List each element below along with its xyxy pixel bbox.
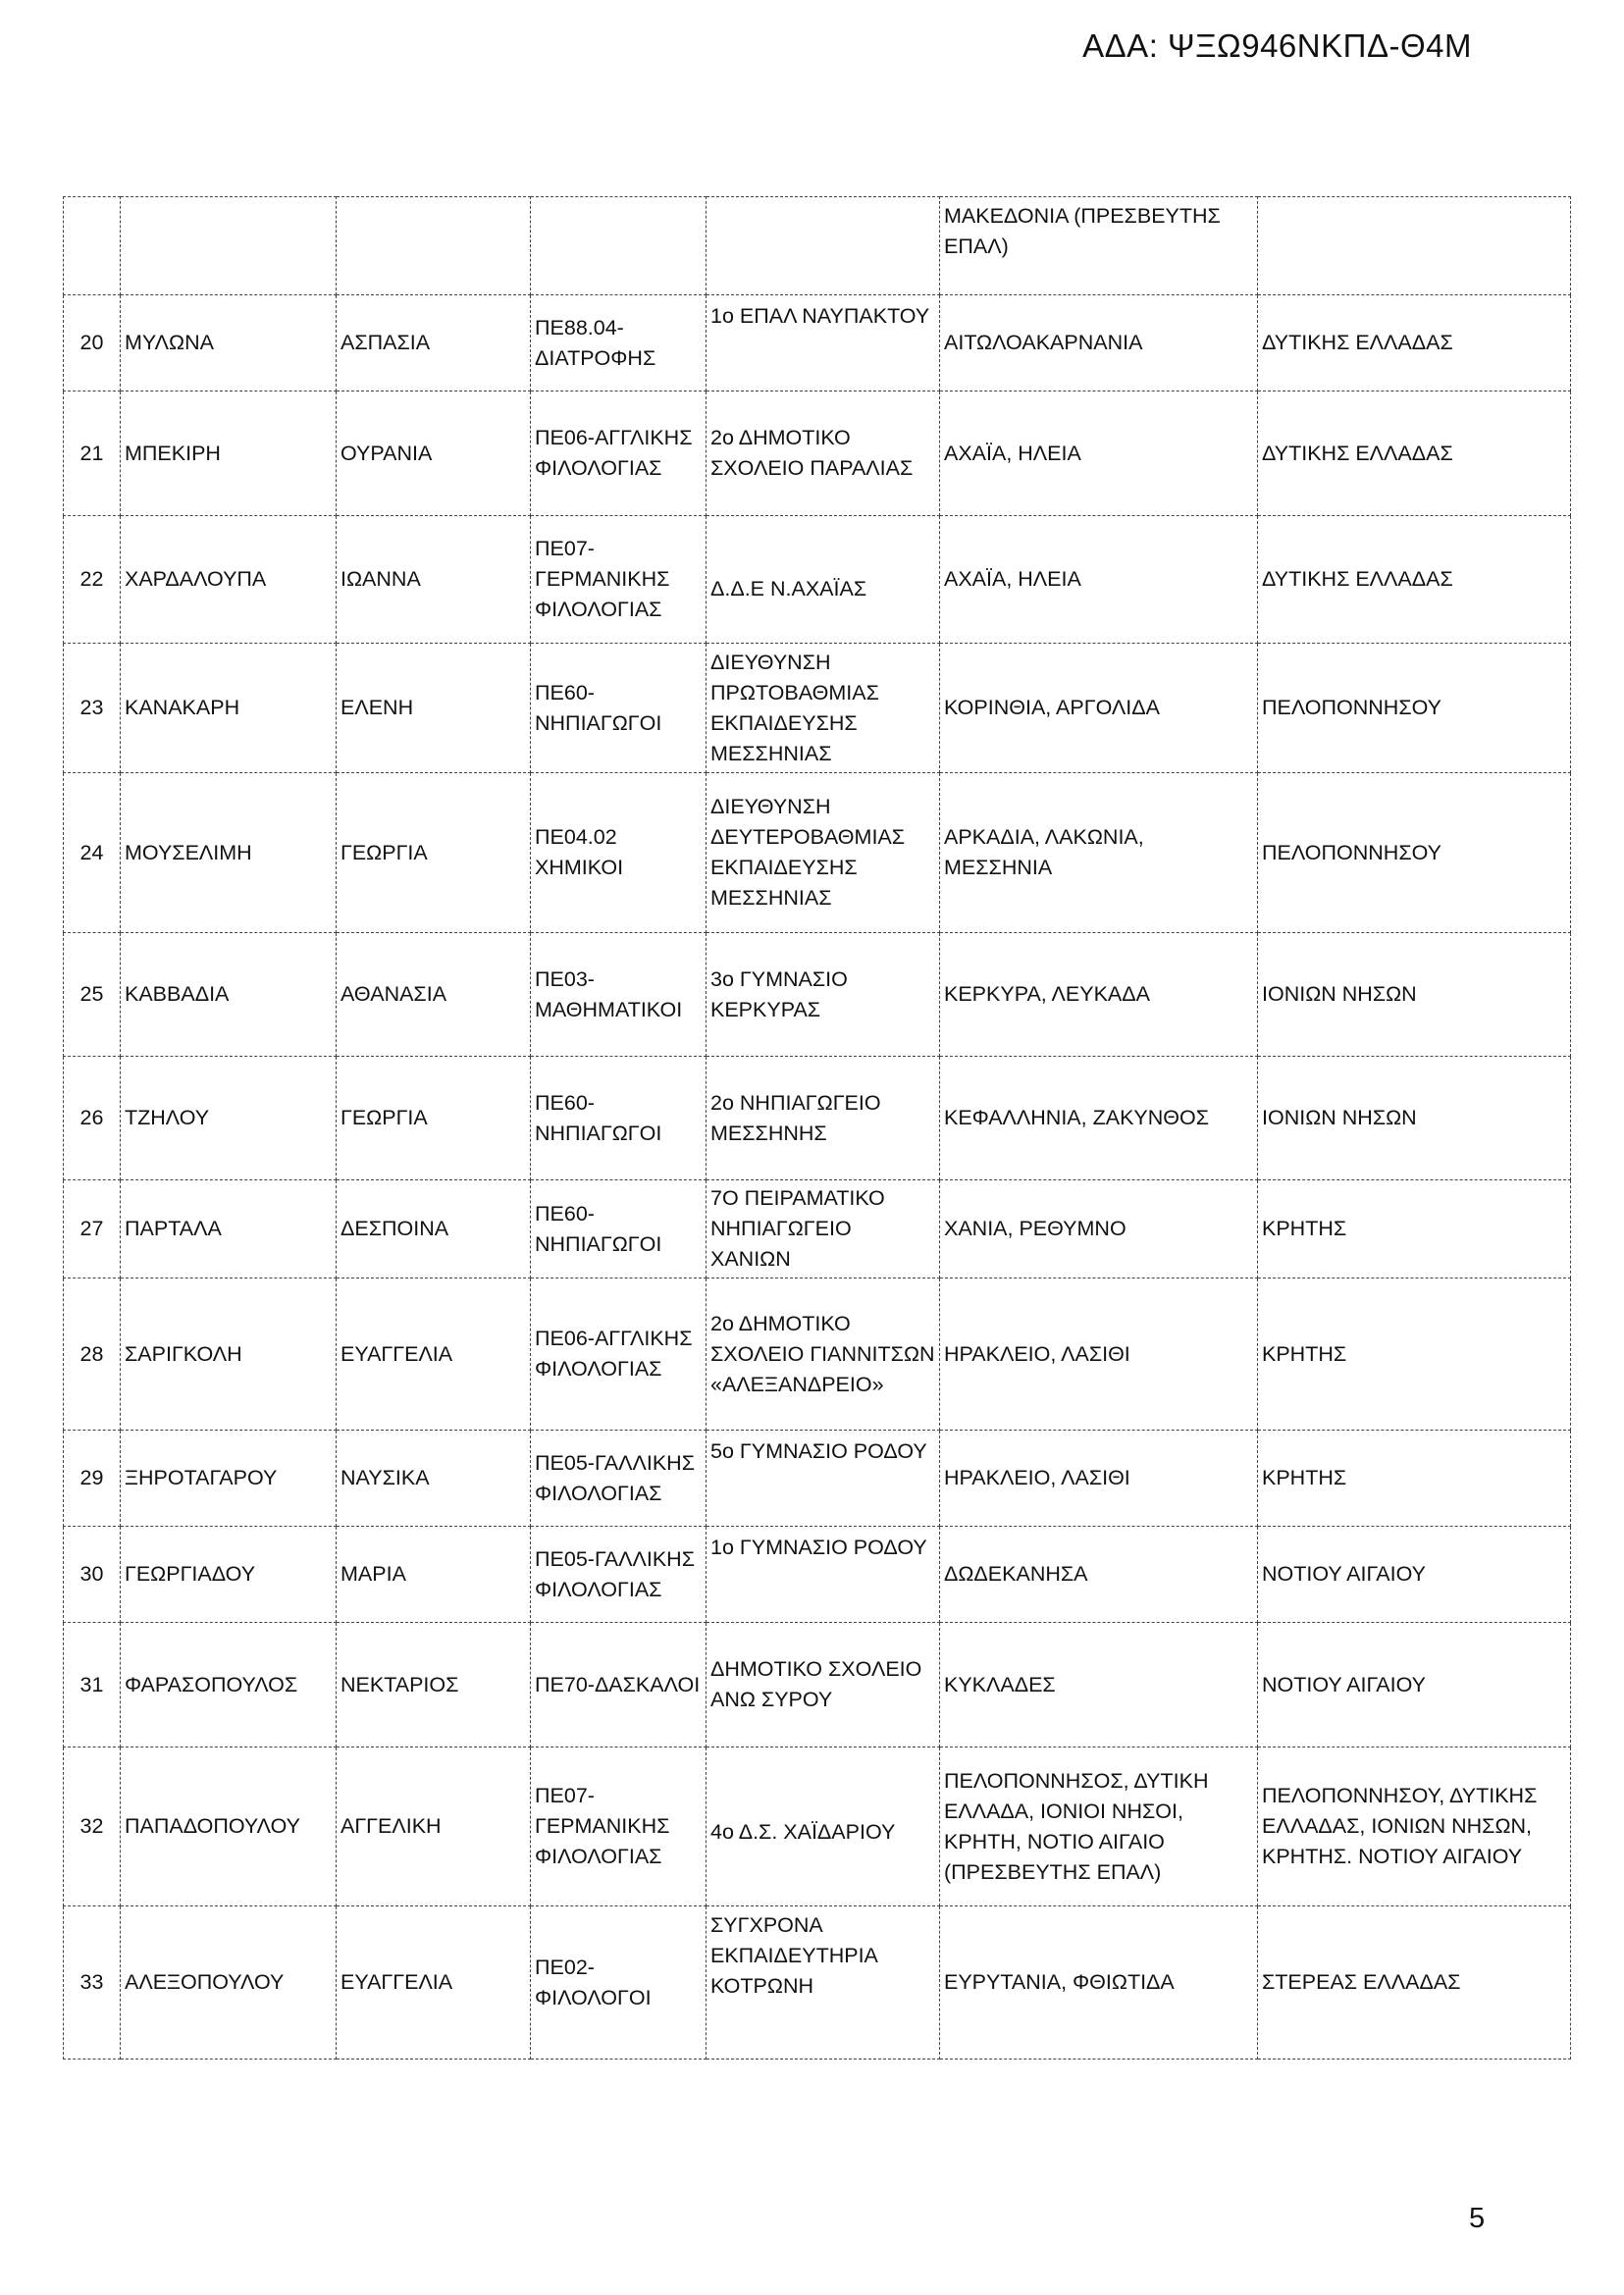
cell-name: ΕΥΑΓΓΕΛΙΑ	[337, 1278, 531, 1431]
cell-periphery: ΙΟΝΙΩΝ ΝΗΣΩΝ	[1258, 1057, 1571, 1180]
cell-region: ΑΧΑΪΑ, ΗΛΕΙΑ	[940, 391, 1258, 516]
cell-school: ΔΙΕΥΘΥΝΣΗ ΔΕΥΤΕΡΟΒΑΘΜΙΑΣ ΕΚΠΑΙΔΕΥΣΗΣ ΜΕΣΣΗΝΙΑΣ	[707, 773, 940, 933]
table-row	[64, 1623, 1571, 1747]
cell-region: ΚΟΡΙΝΘΙΑ, ΑΡΓΟΛΙΔΑ	[940, 644, 1258, 773]
cell-specialty: ΠΕ04.02 ΧΗΜΙΚΟΙ	[531, 773, 707, 933]
cell-num: 27	[64, 1180, 121, 1278]
cell-region: ΑΡΚΑΔΙΑ, ΛΑΚΩΝΙΑ, ΜΕΣΣΗΝΙΑ	[940, 773, 1258, 933]
cell-name: ΑΓΓΕΛΙΚΗ	[337, 1747, 531, 1906]
cell-school: 2ο ΔΗΜΟΤΙΚΟ ΣΧΟΛΕΙΟ ΠΑΡΑΛΙΑΣ	[707, 391, 940, 516]
cell-periphery: ΔΥΤΙΚΗΣ ΕΛΛΑΔΑΣ	[1258, 516, 1571, 644]
cell-specialty: ΠΕ07- ΓΕΡΜΑΝΙΚΗΣ ΦΙΛΟΛΟΓΙΑΣ	[531, 516, 707, 644]
cell-surname: ΚΑΒΒΑΔΙΑ	[121, 933, 337, 1057]
cell-num: 23	[64, 644, 121, 773]
cell-region: ΑΧΑΪΑ, ΗΛΕΙΑ	[940, 516, 1258, 644]
cell-specialty	[531, 197, 707, 295]
cell-surname: ΜΥΛΩΝΑ	[121, 295, 337, 391]
cell-surname: ΠΑΡΤΑΛΑ	[121, 1180, 337, 1278]
personnel-table	[63, 196, 1571, 2060]
cell-surname: ΤΖΗΛΟΥ	[121, 1057, 337, 1180]
cell-name: ΟΥΡΑΝΙΑ	[337, 391, 531, 516]
cell-num: 25	[64, 933, 121, 1057]
table-row-continuation	[64, 197, 1571, 295]
cell-region: ΚΕΡΚΥΡΑ, ΛΕΥΚΑΔΑ	[940, 933, 1258, 1057]
cell-periphery: ΠΕΛΟΠΟΝΝΗΣΟΥ, ΔΥΤΙΚΗΣ ΕΛΛΑΔΑΣ, ΙΟΝΙΩΝ ΝΗΣΩΝ, ΚΡΗΤΗΣ. ΝΟΤΙΟΥ ΑΙΓΑΙΟΥ	[1258, 1747, 1571, 1906]
cell-periphery: ΝΟΤΙΟΥ ΑΙΓΑΙΟΥ	[1258, 1527, 1571, 1623]
cell-school: 5ο ΓΥΜΝΑΣΙΟ ΡΟΔΟΥ	[707, 1431, 940, 1527]
cell-region: ΜΑΚΕΔΟΝΙΑ (ΠΡΕΣΒΕΥΤΗΣ ΕΠΑΛ)	[940, 197, 1258, 295]
cell-num: 32	[64, 1747, 121, 1906]
cell-periphery: ΣΤΕΡΕΑΣ ΕΛΛΑΔΑΣ	[1258, 1906, 1571, 2060]
cell-num: 24	[64, 773, 121, 933]
cell-specialty: ΠΕ05-ΓΑΛΛΙΚΗΣ ΦΙΛΟΛΟΓΙΑΣ	[531, 1431, 707, 1527]
cell-periphery: ΠΕΛΟΠΟΝΝΗΣΟΥ	[1258, 773, 1571, 933]
cell-name: ΙΩΑΝΝΑ	[337, 516, 531, 644]
cell-num: 31	[64, 1623, 121, 1747]
cell-periphery: ΔΥΤΙΚΗΣ ΕΛΛΑΔΑΣ	[1258, 391, 1571, 516]
cell-school: 7Ο ΠΕΙΡΑΜΑΤΙΚΟ ΝΗΠΙΑΓΩΓΕΙΟ ΧΑΝΙΩΝ	[707, 1180, 940, 1278]
ada-code: ΑΔΑ: ΨΞΩ946ΝΚΠΔ-Θ4Μ	[1082, 27, 1472, 64]
cell-surname	[121, 197, 337, 295]
cell-name: ΕΥΑΓΓΕΛΙΑ	[337, 1906, 531, 2060]
cell-num: 30	[64, 1527, 121, 1623]
cell-name: ΔΕΣΠΟΙΝΑ	[337, 1180, 531, 1278]
cell-num: 20	[64, 295, 121, 391]
cell-specialty: ΠΕ06-ΑΓΓΛΙΚΗΣ ΦΙΛΟΛΟΓΙΑΣ	[531, 391, 707, 516]
cell-surname: ΜΠΕΚΙΡΗ	[121, 391, 337, 516]
cell-school: ΔΗΜΟΤΙΚΟ ΣΧΟΛΕΙΟ ΑΝΩ ΣΥΡΟΥ	[707, 1623, 940, 1747]
cell-surname: ΜΟΥΣΕΛΙΜΗ	[121, 773, 337, 933]
cell-name	[337, 197, 531, 295]
cell-periphery	[1258, 197, 1571, 295]
cell-region: ΧΑΝΙΑ, ΡΕΘΥΜΝΟ	[940, 1180, 1258, 1278]
cell-periphery: ΝΟΤΙΟΥ ΑΙΓΑΙΟΥ	[1258, 1623, 1571, 1747]
cell-specialty: ΠΕ06-ΑΓΓΛΙΚΗΣ ΦΙΛΟΛΟΓΙΑΣ	[531, 1278, 707, 1431]
table-row	[64, 1057, 1571, 1180]
cell-name: ΑΘΑΝΑΣΙΑ	[337, 933, 531, 1057]
cell-name: ΜΑΡΙΑ	[337, 1527, 531, 1623]
cell-region: ΗΡΑΚΛΕΙΟ, ΛΑΣΙΘΙ	[940, 1278, 1258, 1431]
cell-name: ΓΕΩΡΓΙΑ	[337, 1057, 531, 1180]
cell-specialty: ΠΕ60- ΝΗΠΙΑΓΩΓΟΙ	[531, 1180, 707, 1278]
cell-surname: ΠΑΠΑΔΟΠΟΥΛΟΥ	[121, 1747, 337, 1906]
cell-specialty: ΠΕ05-ΓΑΛΛΙΚΗΣ ΦΙΛΟΛΟΓΙΑΣ	[531, 1527, 707, 1623]
table-row	[64, 1527, 1571, 1623]
cell-periphery: ΚΡΗΤΗΣ	[1258, 1180, 1571, 1278]
cell-school: ΣΥΓΧΡΟΝΑ ΕΚΠΑΙΔΕΥΤΗΡΙΑ ΚΟΤΡΩΝΗ	[707, 1906, 940, 2060]
cell-region: ΗΡΑΚΛΕΙΟ, ΛΑΣΙΘΙ	[940, 1431, 1258, 1527]
cell-school: 2ο ΔΗΜΟΤΙΚΟ ΣΧΟΛΕΙΟ ΓΙΑΝΝΙΤΣΩΝ «ΑΛΕΞΑΝΔΡΕΙΟ»	[707, 1278, 940, 1431]
cell-name: ΝΕΚΤΑΡΙΟΣ	[337, 1623, 531, 1747]
table-row	[64, 391, 1571, 516]
table-row	[64, 1747, 1571, 1906]
cell-school: 1ο ΕΠΑΛ ΝΑΥΠΑΚΤΟΥ	[707, 295, 940, 391]
cell-specialty: ΠΕ88.04- ΔΙΑΤΡΟΦΗΣ	[531, 295, 707, 391]
cell-surname: ΚΑΝΑΚΑΡΗ	[121, 644, 337, 773]
cell-surname: ΦΑΡΑΣΟΠΟΥΛΟΣ	[121, 1623, 337, 1747]
cell-name: ΝΑΥΣΙΚΑ	[337, 1431, 531, 1527]
cell-num: 22	[64, 516, 121, 644]
table-row	[64, 644, 1571, 773]
cell-num: 33	[64, 1906, 121, 2060]
cell-surname: ΑΛΕΞΟΠΟΥΛΟΥ	[121, 1906, 337, 2060]
cell-name: ΕΛΕΝΗ	[337, 644, 531, 773]
cell-surname: ΓΕΩΡΓΙΑΔΟΥ	[121, 1527, 337, 1623]
cell-school: 4ο Δ.Σ. ΧΑΪΔΑΡΙΟΥ	[707, 1747, 940, 1906]
cell-school: 1ο ΓΥΜΝΑΣΙΟ ΡΟΔΟΥ	[707, 1527, 940, 1623]
table-row	[64, 773, 1571, 933]
cell-region: ΠΕΛΟΠΟΝΝΗΣΟΣ, ΔΥΤΙΚΗ ΕΛΛΑΔΑ, ΙΟΝΙΟΙ ΝΗΣΟΙ, ΚΡΗΤΗ, ΝΟΤΙΟ ΑΙΓΑΙΟ (ΠΡΕΣΒΕΥΤΗΣ ΕΠΑΛ)	[940, 1747, 1258, 1906]
cell-num: 28	[64, 1278, 121, 1431]
cell-periphery: ΔΥΤΙΚΗΣ ΕΛΛΑΔΑΣ	[1258, 295, 1571, 391]
table-row	[64, 1906, 1571, 2060]
cell-num	[64, 197, 121, 295]
cell-specialty: ΠΕ70-ΔΑΣΚΑΛΟΙ	[531, 1623, 707, 1747]
cell-periphery: ΚΡΗΤΗΣ	[1258, 1431, 1571, 1527]
cell-school: 3ο ΓΥΜΝΑΣΙΟ ΚΕΡΚΥΡΑΣ	[707, 933, 940, 1057]
cell-school	[707, 197, 940, 295]
cell-specialty: ΠΕ02- ΦΙΛΟΛΟΓΟΙ	[531, 1906, 707, 2060]
cell-region: ΑΙΤΩΛΟΑΚΑΡΝΑΝΙΑ	[940, 295, 1258, 391]
cell-school: 2ο ΝΗΠΙΑΓΩΓΕΙΟ ΜΕΣΣΗΝΗΣ	[707, 1057, 940, 1180]
cell-specialty: ΠΕ60- ΝΗΠΙΑΓΩΓΟΙ	[531, 644, 707, 773]
table-row	[64, 1278, 1571, 1431]
cell-num: 21	[64, 391, 121, 516]
page-number: 5	[1469, 2203, 1486, 2234]
cell-school: ΔΙΕΥΘΥΝΣΗ ΠΡΩΤΟΒΑΘΜΙΑΣ ΕΚΠΑΙΔΕΥΣΗΣ ΜΕΣΣΗΝΙΑΣ	[707, 644, 940, 773]
cell-surname: ΞΗΡΟΤΑΓΑΡΟΥ	[121, 1431, 337, 1527]
cell-surname: ΣΑΡΙΓΚΟΛΗ	[121, 1278, 337, 1431]
cell-specialty: ΠΕ03- ΜΑΘΗΜΑΤΙΚΟΙ	[531, 933, 707, 1057]
table-row	[64, 933, 1571, 1057]
table-row	[64, 1431, 1571, 1527]
cell-name: ΑΣΠΑΣΙΑ	[337, 295, 531, 391]
cell-num: 29	[64, 1431, 121, 1527]
cell-num: 26	[64, 1057, 121, 1180]
cell-region: ΕΥΡΥΤΑΝΙΑ, ΦΘΙΩΤΙΔΑ	[940, 1906, 1258, 2060]
cell-periphery: ΚΡΗΤΗΣ	[1258, 1278, 1571, 1431]
table-row	[64, 295, 1571, 391]
cell-region: ΔΩΔΕΚΑΝΗΣΑ	[940, 1527, 1258, 1623]
cell-name: ΓΕΩΡΓΙΑ	[337, 773, 531, 933]
cell-specialty: ΠΕ07- ΓΕΡΜΑΝΙΚΗΣ ΦΙΛΟΛΟΓΙΑΣ	[531, 1747, 707, 1906]
table-row	[64, 516, 1571, 644]
table-row	[64, 1180, 1571, 1278]
cell-periphery: ΙΟΝΙΩΝ ΝΗΣΩΝ	[1258, 933, 1571, 1057]
cell-school: Δ.Δ.Ε Ν.ΑΧΑΪΑΣ	[707, 516, 940, 644]
cell-surname: ΧΑΡΔΑΛΟΥΠΑ	[121, 516, 337, 644]
cell-specialty: ΠΕ60- ΝΗΠΙΑΓΩΓΟΙ	[531, 1057, 707, 1180]
cell-periphery: ΠΕΛΟΠΟΝΝΗΣΟΥ	[1258, 644, 1571, 773]
cell-region: ΚΥΚΛΑΔΕΣ	[940, 1623, 1258, 1747]
cell-region: ΚΕΦΑΛΛΗΝΙΑ, ΖΑΚΥΝΘΟΣ	[940, 1057, 1258, 1180]
